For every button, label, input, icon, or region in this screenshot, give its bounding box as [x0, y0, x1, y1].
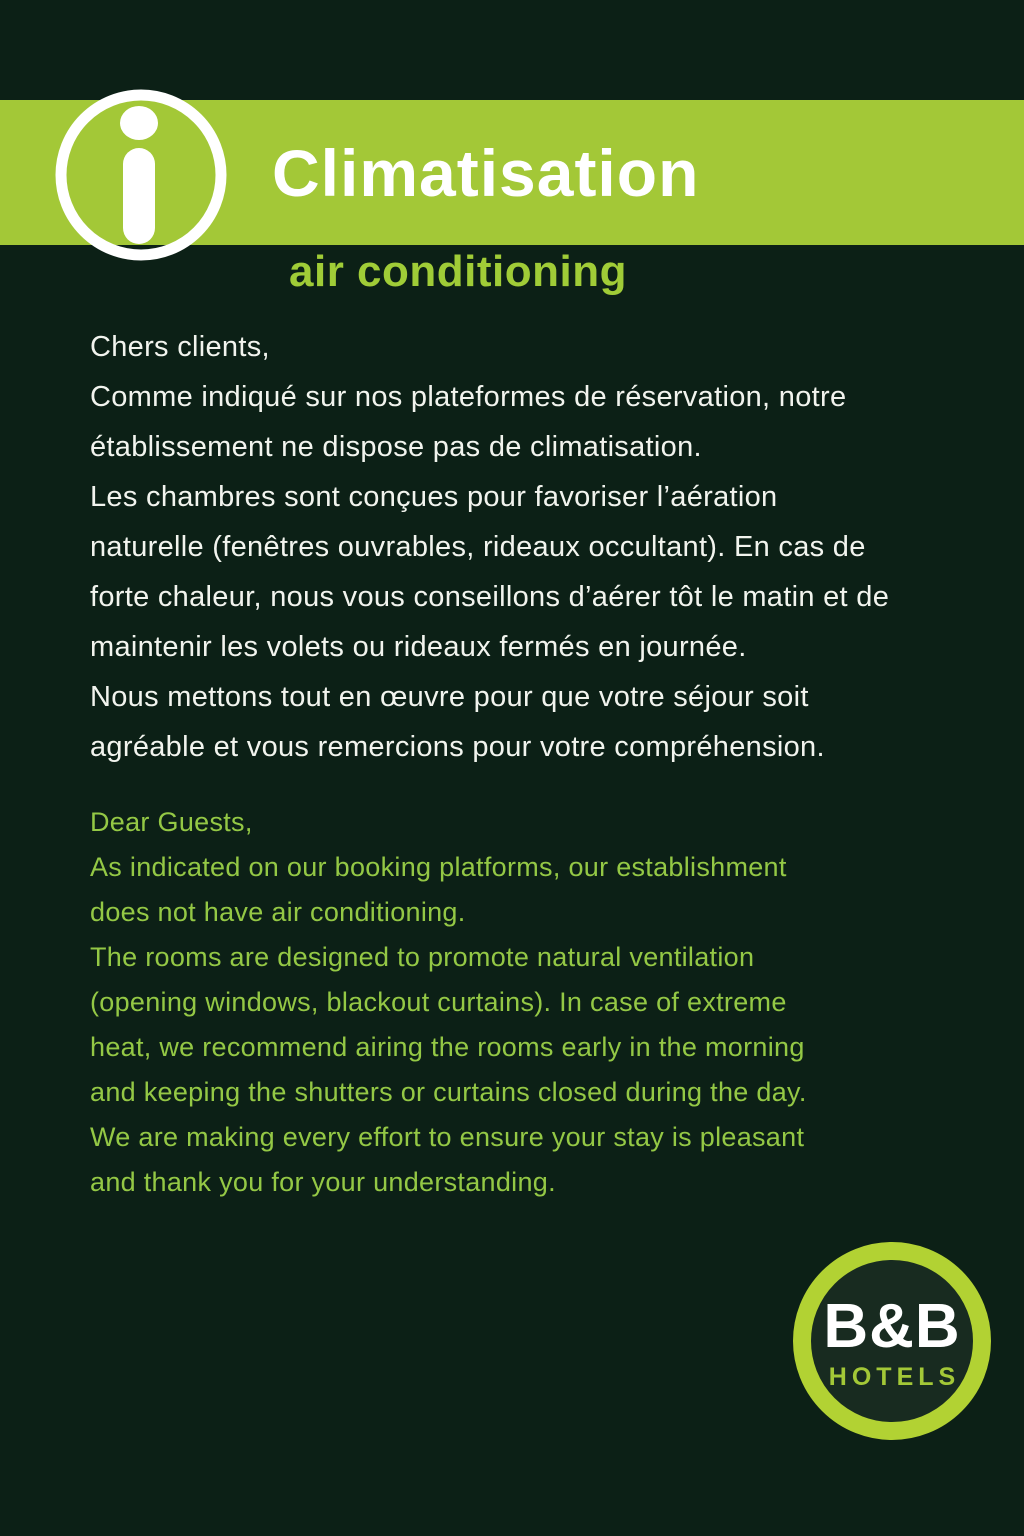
- page-subtitle: air conditioning: [289, 247, 627, 296]
- french-line: Les chambres sont conçues pour favoriser l’aération: [90, 481, 778, 513]
- bb-hotels-logo: [793, 1242, 991, 1440]
- english-line: heat, we recommend airing the rooms early in the morning: [90, 1032, 805, 1062]
- info-icon-graphic: [52, 86, 230, 264]
- english-line: does not have air conditioning.: [90, 897, 466, 927]
- page-title: Climatisation: [272, 136, 700, 210]
- english-line: As indicated on our booking platforms, our establishment: [90, 852, 787, 882]
- french-line: Chers clients,: [90, 331, 270, 363]
- english-line: The rooms are designed to promote natural ventilation: [90, 942, 755, 972]
- french-line: forte chaleur, nous vous conseillons d’aérer tôt le matin et de: [90, 581, 890, 613]
- french-line: établissement ne dispose pas de climatisation.: [90, 431, 702, 463]
- info-icon: [52, 86, 230, 264]
- french-line: Nous mettons tout en œuvre pour que votre séjour soit: [90, 681, 809, 713]
- english-message: [90, 800, 1020, 1205]
- french-line: agréable et vous remercions pour votre compréhension.: [90, 731, 825, 763]
- english-line: and thank you for your understanding.: [90, 1167, 556, 1197]
- english-line: Dear Guests,: [90, 807, 253, 837]
- bb-logo-subtext: HOTELS: [828, 1363, 961, 1391]
- french-line: maintenir les volets ou rideaux fermés en journée.: [90, 631, 747, 663]
- french-line: Comme indiqué sur nos plateformes de réservation, notre: [90, 381, 847, 413]
- english-line: (opening windows, blackout curtains). In case of extreme: [90, 987, 787, 1017]
- english-line: and keeping the shutters or curtains closed during the day.: [90, 1077, 807, 1107]
- french-line: naturelle (fenêtres ouvrables, rideaux occultant). En cas de: [90, 531, 866, 563]
- english-line: We are making every effort to ensure your stay is pleasant: [90, 1122, 805, 1152]
- french-message: [90, 322, 1020, 772]
- bb-logo-text: B&B: [823, 1292, 961, 1361]
